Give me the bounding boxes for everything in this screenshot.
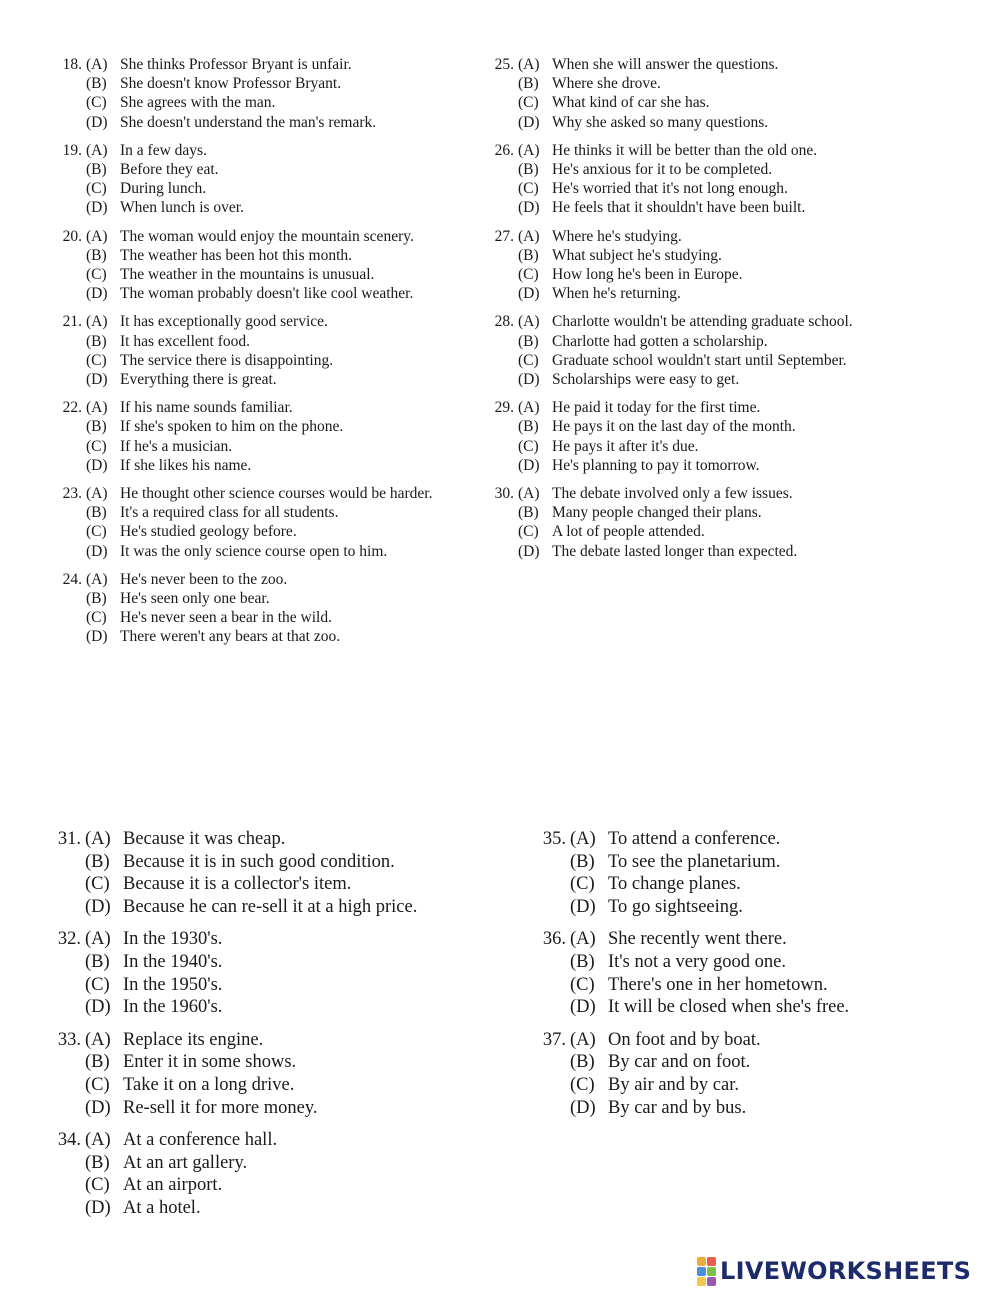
answer-option (570, 1051, 970, 1074)
option-text: It's a required class for all students. (120, 504, 339, 522)
option-text: By car and by bus. (608, 1097, 747, 1118)
option-text: Why she asked so many questions. (552, 113, 769, 131)
option-letter: (D) (85, 896, 111, 917)
option-text: There weren't any bears at that zoo. (120, 628, 341, 646)
option-text: How long he's been in Europe. (552, 266, 743, 284)
question-number: 22. (62, 399, 82, 417)
option-letter: (B) (85, 1152, 110, 1173)
option-letter: (C) (85, 1175, 110, 1196)
option-text: She agrees with the man. (120, 94, 276, 112)
option-text: It has excellent food. (120, 332, 250, 350)
option-text: During lunch. (120, 180, 207, 198)
option-letter: (C) (518, 266, 539, 284)
answer-option (86, 542, 472, 561)
answer-option (85, 896, 525, 919)
answer-option (85, 1129, 525, 1152)
option-letter: (A) (86, 313, 108, 331)
option-letter: (A) (518, 141, 540, 159)
option-text: Scholarships were easy to get. (552, 371, 740, 389)
option-letter: (A) (85, 1029, 111, 1050)
answer-option (518, 198, 904, 217)
answer-option (518, 74, 904, 93)
option-letter: (C) (518, 351, 539, 369)
option-letter: (A) (86, 399, 108, 417)
option-letter: (B) (570, 851, 595, 872)
answer-option (518, 522, 904, 541)
answer-option (85, 951, 525, 974)
option-text: The woman would enjoy the mountain scenery. (120, 227, 414, 245)
option-letter: (A) (86, 227, 108, 245)
question-27 (484, 227, 904, 304)
option-text: Graduate school wouldn't start until September. (552, 351, 847, 369)
option-text: Before they eat. (120, 161, 219, 179)
option-text: He pays it after it's due. (552, 437, 699, 455)
option-letter: (D) (518, 456, 540, 474)
option-text: Enter it in some shows. (123, 1052, 297, 1073)
option-letter: (A) (85, 1130, 111, 1151)
question-20 (52, 227, 472, 304)
option-text: In the 1950's. (123, 974, 223, 995)
option-text: The debate involved only a few issues. (552, 485, 793, 503)
answer-option (86, 74, 472, 93)
answer-option (85, 1074, 525, 1097)
option-letter: (B) (85, 951, 110, 972)
option-letter: (C) (85, 874, 110, 895)
option-letter: (D) (86, 113, 108, 131)
answer-option (518, 351, 904, 370)
answer-option (518, 398, 904, 417)
option-text: If she likes his name. (120, 456, 252, 474)
question-29 (484, 398, 904, 475)
option-text: It's not a very good one. (608, 951, 787, 972)
question-number: 21. (62, 313, 82, 331)
option-text: She thinks Professor Bryant is unfair. (120, 56, 352, 73)
option-letter: (C) (86, 437, 107, 455)
answer-option (518, 284, 904, 303)
option-letter: (C) (570, 874, 595, 895)
answer-option (518, 227, 904, 246)
option-text: He's never seen a bear in the wild. (120, 609, 332, 627)
option-text: Replace its engine. (123, 1029, 264, 1050)
answer-option (86, 398, 472, 417)
logo-cell (707, 1267, 716, 1276)
option-letter: (B) (518, 161, 539, 179)
answer-option (86, 246, 472, 265)
option-text: What subject he's studying. (552, 246, 722, 264)
option-letter: (B) (518, 332, 539, 350)
question-36 (530, 928, 970, 1018)
option-letter: (D) (85, 1097, 111, 1118)
option-letter: (B) (518, 75, 539, 93)
option-text: When she will answer the questions. (552, 56, 779, 73)
answer-option (85, 873, 525, 896)
option-text: He's worried that it's not long enough. (552, 180, 788, 198)
question-18 (52, 55, 472, 132)
option-letter: (B) (85, 851, 110, 872)
option-letter: (D) (86, 371, 108, 389)
option-letter: (B) (518, 504, 539, 522)
answer-option (85, 1174, 525, 1197)
option-text: She doesn't know Professor Bryant. (120, 75, 342, 93)
answer-option (85, 851, 525, 874)
option-text: The debate lasted longer than expected. (552, 542, 798, 560)
question-number: 31. (57, 829, 81, 849)
question-number: 19. (62, 141, 82, 159)
question-24 (52, 570, 472, 647)
option-text: In a few days. (120, 141, 207, 159)
option-text: Where she drove. (552, 75, 661, 93)
option-text: By car and on foot. (608, 1052, 751, 1073)
option-text: Re-sell it for more money. (123, 1097, 318, 1118)
option-text: In the 1930's. (123, 929, 223, 950)
option-text: To change planes. (608, 874, 741, 895)
answer-option (86, 179, 472, 198)
option-letter: (C) (86, 523, 107, 541)
question-number: 23. (62, 485, 82, 503)
answer-option (518, 484, 904, 503)
column-bottom-right (530, 828, 970, 1129)
question-25 (484, 55, 904, 132)
option-letter: (C) (86, 94, 107, 112)
option-letter: (C) (570, 1074, 595, 1095)
option-text: Because it is a collector's item. (123, 874, 352, 895)
option-text: He's studied geology before. (120, 523, 297, 541)
option-text: Where he's studying. (552, 227, 682, 245)
answer-option (518, 437, 904, 456)
option-letter: (A) (86, 56, 108, 73)
question-number: 33. (57, 1029, 81, 1050)
option-letter: (A) (570, 1029, 596, 1050)
option-text: In the 1940's. (123, 951, 223, 972)
option-letter: (B) (86, 332, 107, 350)
answer-option (85, 1152, 525, 1175)
option-letter: (B) (86, 418, 107, 436)
option-text: There's one in her hometown. (608, 974, 828, 995)
logo-cell (697, 1257, 706, 1266)
answer-option (86, 484, 472, 503)
answer-option (570, 951, 970, 974)
option-letter: (A) (85, 829, 111, 849)
question-34 (45, 1129, 525, 1219)
option-letter: (A) (518, 313, 540, 331)
option-letter: (A) (86, 485, 108, 503)
brand-name: LIVEWORKSHEETS (720, 1257, 972, 1285)
option-text: A lot of people attended. (552, 523, 705, 541)
answer-option (518, 179, 904, 198)
option-text: Many people changed their plans. (552, 504, 762, 522)
question-number: 20. (62, 227, 82, 245)
answer-option (85, 996, 525, 1019)
answer-option (85, 928, 525, 951)
question-number: 28. (494, 313, 514, 331)
option-letter: (C) (86, 609, 107, 627)
question-number: 25. (494, 56, 514, 73)
answer-option (570, 873, 970, 896)
option-letter: (D) (85, 1197, 111, 1218)
option-letter: (B) (86, 504, 107, 522)
option-letter: (A) (518, 227, 540, 245)
answer-option (86, 113, 472, 132)
answer-option (570, 996, 970, 1019)
answer-option (85, 1197, 525, 1220)
answer-option (85, 1097, 525, 1120)
option-text: The service there is disappointing. (120, 351, 334, 369)
option-text: Take it on a long drive. (123, 1074, 295, 1095)
answer-option (570, 851, 970, 874)
option-letter: (D) (85, 997, 111, 1018)
option-letter: (D) (86, 285, 108, 303)
option-text: Charlotte had gotten a scholarship. (552, 332, 768, 350)
option-text: On foot and by boat. (608, 1029, 761, 1050)
answer-option (86, 522, 472, 541)
answer-option (86, 417, 472, 436)
option-letter: (C) (86, 266, 107, 284)
option-text: He paid it today for the first time. (552, 399, 761, 417)
option-letter: (B) (86, 590, 107, 608)
answer-option (518, 370, 904, 389)
option-letter: (A) (570, 929, 596, 950)
option-text: It has exceptionally good service. (120, 313, 328, 331)
option-letter: (D) (86, 199, 108, 217)
question-23 (52, 484, 472, 561)
option-letter: (C) (518, 523, 539, 541)
option-letter: (C) (518, 94, 539, 112)
answer-option (86, 198, 472, 217)
option-letter: (B) (86, 161, 107, 179)
option-letter: (B) (518, 246, 539, 264)
option-text: He's seen only one bear. (120, 590, 270, 608)
option-letter: (D) (518, 113, 540, 131)
liveworksheets-logo-icon (697, 1257, 716, 1286)
option-text: Charlotte wouldn't be attending graduate school. (552, 313, 853, 331)
option-letter: (C) (86, 180, 107, 198)
question-number: 30. (494, 485, 514, 503)
option-letter: (D) (570, 1097, 596, 1118)
answer-option (518, 332, 904, 351)
option-letter: (C) (85, 974, 110, 995)
answer-option (85, 828, 525, 851)
question-32 (45, 928, 525, 1018)
answer-option (85, 1029, 525, 1052)
option-letter: (A) (518, 485, 540, 503)
option-text: He's anxious for it to be completed. (552, 161, 773, 179)
answer-option (86, 437, 472, 456)
option-letter: (D) (86, 456, 108, 474)
answer-option (518, 55, 904, 74)
answer-option (86, 627, 472, 646)
answer-option (86, 284, 472, 303)
option-text: If his name sounds familiar. (120, 399, 293, 417)
option-letter: (B) (86, 75, 107, 93)
answer-option (86, 570, 472, 589)
question-19 (52, 141, 472, 218)
option-text: The weather in the mountains is unusual. (120, 266, 375, 284)
answer-option (86, 332, 472, 351)
question-number: 34. (57, 1130, 81, 1151)
answer-option (86, 370, 472, 389)
option-letter: (D) (86, 542, 108, 560)
option-letter: (B) (518, 418, 539, 436)
answer-option (518, 141, 904, 160)
question-30 (484, 484, 904, 561)
option-letter: (C) (85, 1074, 110, 1095)
liveworksheets-branding (697, 1254, 971, 1288)
logo-cell (707, 1277, 716, 1286)
option-letter: (A) (85, 929, 111, 950)
option-letter: (B) (86, 246, 107, 264)
option-text: At an art gallery. (123, 1152, 248, 1173)
question-22 (52, 398, 472, 475)
answer-option (518, 160, 904, 179)
answer-option (570, 828, 970, 851)
question-number: 27. (494, 227, 514, 245)
option-letter: (D) (570, 997, 596, 1018)
option-text: It will be closed when she's free. (608, 997, 850, 1018)
answer-option (86, 589, 472, 608)
column-top-left (52, 55, 472, 656)
question-number: 37. (542, 1029, 566, 1050)
question-37 (530, 1029, 970, 1119)
option-letter: (D) (518, 371, 540, 389)
question-number: 29. (494, 399, 514, 417)
option-letter: (D) (518, 199, 540, 217)
option-letter: (A) (86, 141, 108, 159)
option-letter: (B) (570, 951, 595, 972)
answer-option (570, 974, 970, 997)
answer-option (86, 503, 472, 522)
answer-option (518, 312, 904, 331)
question-number: 35. (542, 829, 566, 849)
option-letter: (D) (570, 896, 596, 917)
option-text: What kind of car she has. (552, 94, 710, 112)
option-text: If he's a musician. (120, 437, 233, 455)
answer-option (518, 417, 904, 436)
option-text: He thought other science courses would be harder. (120, 485, 433, 503)
option-letter: (D) (518, 285, 540, 303)
answer-option (86, 160, 472, 179)
option-text: At a hotel. (123, 1197, 201, 1218)
answer-option (570, 896, 970, 919)
logo-cell (707, 1257, 716, 1266)
answer-option (518, 542, 904, 561)
question-35 (530, 828, 970, 918)
answer-option (86, 141, 472, 160)
answer-option (518, 503, 904, 522)
logo-cell (697, 1277, 706, 1286)
question-number: 32. (57, 929, 81, 950)
question-number: 24. (62, 570, 82, 588)
logo-cell (697, 1267, 706, 1276)
answer-option (570, 1074, 970, 1097)
option-text: He feels that it shouldn't have been built. (552, 199, 806, 217)
option-letter: (C) (518, 437, 539, 455)
option-text: Everything there is great. (120, 371, 277, 389)
answer-option (86, 608, 472, 627)
option-text: She recently went there. (608, 929, 787, 950)
option-text: If she's spoken to him on the phone. (120, 418, 344, 436)
question-31 (45, 828, 525, 918)
option-text: To see the planetarium. (608, 851, 781, 872)
answer-option (86, 227, 472, 246)
option-text: It was the only science course open to him. (120, 542, 388, 560)
question-26 (484, 141, 904, 218)
option-letter: (C) (570, 974, 595, 995)
question-number: 26. (494, 141, 514, 159)
answer-option (570, 928, 970, 951)
answer-option (518, 113, 904, 132)
option-text: To attend a conference. (608, 829, 781, 849)
option-letter: (A) (570, 829, 596, 849)
answer-option (518, 93, 904, 112)
option-letter: (A) (86, 570, 108, 588)
option-text: The weather has been hot this month. (120, 246, 353, 264)
option-letter: (D) (86, 628, 108, 646)
option-text: Because it was cheap. (123, 829, 286, 849)
option-text: Because he can re-sell it at a high price. (123, 896, 418, 917)
option-letter: (B) (570, 1052, 595, 1073)
option-text: He's never been to the zoo. (120, 570, 288, 588)
answer-option (570, 1097, 970, 1120)
answer-option (86, 312, 472, 331)
answer-option (518, 265, 904, 284)
answer-option (518, 456, 904, 475)
answer-option (86, 93, 472, 112)
answer-option (518, 246, 904, 265)
option-text: He pays it on the last day of the month. (552, 418, 796, 436)
question-21 (52, 312, 472, 389)
option-text: She doesn't understand the man's remark. (120, 113, 377, 131)
answer-option (85, 1051, 525, 1074)
answer-option (570, 1029, 970, 1052)
answer-option (86, 351, 472, 370)
option-text: Because it is in such good condition. (123, 851, 395, 872)
option-text: He's planning to pay it tomorrow. (552, 456, 760, 474)
option-letter: (C) (518, 180, 539, 198)
option-text: In the 1960's. (123, 997, 223, 1018)
question-28 (484, 312, 904, 389)
question-number: 18. (62, 56, 82, 73)
option-text: When lunch is over. (120, 199, 244, 217)
option-text: At a conference hall. (123, 1130, 278, 1151)
option-text: He thinks it will be better than the old one. (552, 141, 818, 159)
option-letter: (A) (518, 56, 540, 73)
column-bottom-left (45, 828, 525, 1230)
option-letter: (A) (518, 399, 540, 417)
option-letter: (D) (518, 542, 540, 560)
option-text: At an airport. (123, 1175, 223, 1196)
option-text: By air and by car. (608, 1074, 739, 1095)
option-text: When he's returning. (552, 285, 681, 303)
column-top-right (484, 55, 904, 570)
answer-option (86, 456, 472, 475)
option-letter: (B) (85, 1052, 110, 1073)
answer-option (86, 265, 472, 284)
answer-option (85, 974, 525, 997)
question-number: 36. (542, 929, 566, 950)
option-text: To go sightseeing. (608, 896, 743, 917)
option-letter: (C) (86, 351, 107, 369)
answer-option (86, 55, 472, 74)
option-text: The woman probably doesn't like cool weather. (120, 285, 414, 303)
question-33 (45, 1029, 525, 1119)
